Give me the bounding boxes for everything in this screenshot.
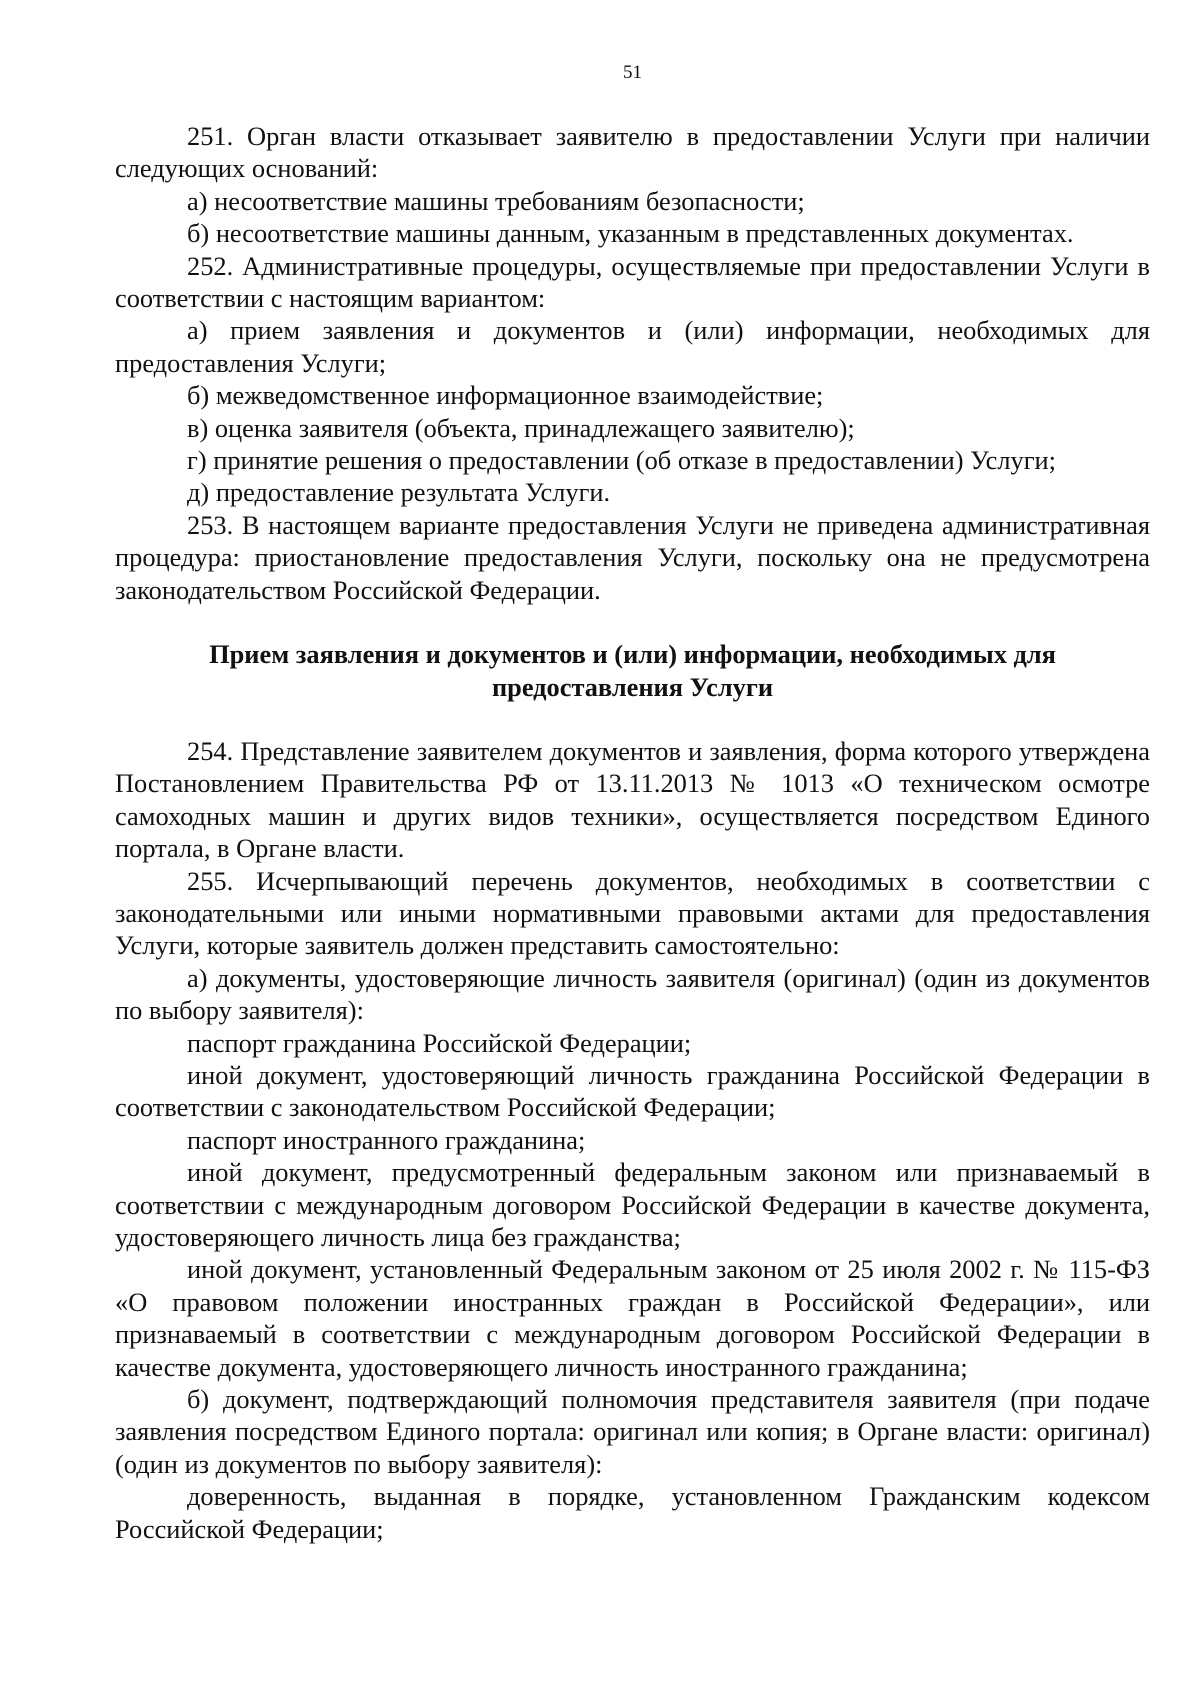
list-item-251-b: б) несоответствие машины данным, указанным в представленных документах.	[187, 218, 1074, 249]
paragraph-255: 255. Исчерпывающий перечень документов, необходимых в соответствии с законодательными или иными нормативными правовыми актами для предоставления Услуги, которые заявитель должен представить самостоятельно:	[115, 865, 1150, 961]
document-option-passport-rf: паспорт гражданина Российской Федерации;	[187, 1027, 692, 1058]
paragraph-253: 253. В настоящем варианте предоставления Услуги не приведена административная процедура: приостановление предоставления Услуги, поскольку она не предусмотрена законодательством Российской Федерации.	[115, 509, 1150, 605]
document-option-power-of-attorney: доверенность, выданная в порядке, установленном Гражданским кодексом Российской Федерации;	[115, 1481, 1150, 1544]
page-number: 51	[623, 62, 642, 83]
list-item-252-c: в) оценка заявителя (объекта, принадлежащего заявителю);	[187, 412, 855, 443]
paragraph-252: 252. Административные процедуры, осуществляемые при предоставлении Услуги в соответствии с настоящим вариантом:	[115, 250, 1150, 314]
section-heading-line-1: Прием заявления и документов и (или) информации, необходимых для	[209, 639, 1056, 670]
section-before-heading	[115, 120, 1150, 606]
list-item-252-e: д) предоставление результата Услуги.	[187, 477, 611, 508]
paragraph-254: 254. Представление заявителем документов и заявления, форма которого утверждена Постановлением Правительства РФ от 13.11.2013 № 1013 «О техническом осмотре самоходных машин и других видов техники», осуществляется посредством Единого портала, в Органе власти.	[115, 735, 1150, 864]
paragraph-251: 251. Орган власти отказывает заявителю в предоставлении Услуги при наличии следующих оснований:	[115, 121, 1150, 184]
document-page	[115, 62, 1150, 1545]
list-item-255-a: а) документы, удостоверяющие личность заявителя (оригинал) (один из документов по выбору заявителя):	[115, 962, 1150, 1026]
list-item-255-b: б) документ, подтверждающий полномочия представителя заявителя (при подаче заявления посредством Единого портала: оригинал или копия; в Органе власти: оригинал) (один из документов по выбору заявителя):	[115, 1384, 1150, 1479]
section-after-heading	[115, 735, 1150, 1545]
document-option-stateless-id: иной документ, предусмотренный федеральным законом или признаваемый в соответствии с международным договором Российской Федерации в качестве документа, удостоверяющего личность лица без гражданства;	[115, 1157, 1150, 1252]
document-option-foreign-passport: паспорт иностранного гражданина;	[187, 1124, 586, 1155]
list-item-251-a: а) несоответствие машины требованиям безопасности;	[187, 185, 805, 216]
document-option-foreign-citizen-id: иной документ, установленный Федеральным законом от 25 июля 2002 г. № 115-ФЗ «О правовом положении иностранных граждан в Российской Федерации», или признаваемый в соответствии с международным договором Российской Федерации в качестве документа, удостоверяющего личность иностранного гражданина;	[115, 1254, 1150, 1382]
list-item-252-b: б) межведомственное информационное взаимодействие;	[187, 380, 824, 411]
section-heading-line-2: предоставления Услуги	[491, 671, 774, 702]
list-item-252-a: а) прием заявления и документов и (или) информации, необходимых для предоставления Услуги;	[115, 315, 1150, 378]
section-heading	[115, 638, 1150, 703]
document-option-other-rf-id: иной документ, удостоверяющий личность гражданина Российской Федерации в соответствии с законодательством Российской Федерации;	[115, 1059, 1150, 1123]
list-item-252-d: г) принятие решения о предоставлении (об отказе в предоставлении) Услуги;	[187, 445, 1056, 476]
